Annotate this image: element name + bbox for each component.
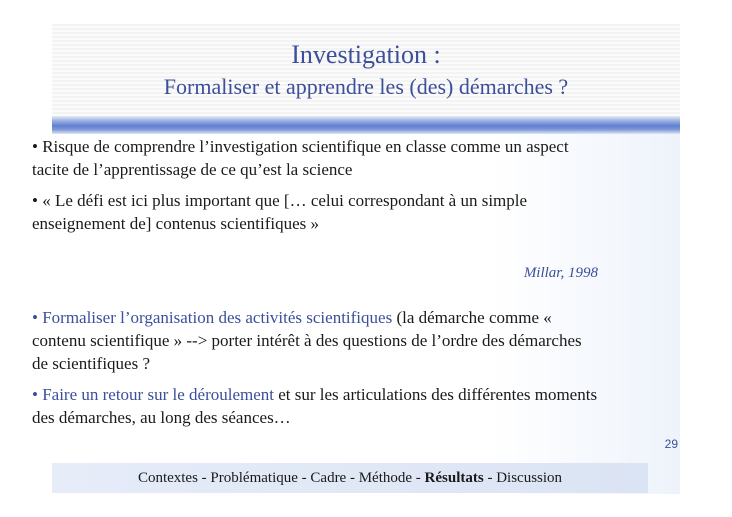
bullet-accent-text: • Formaliser l’organisation des activités scientifiques [32,308,393,327]
footer-navigation [52,463,648,493]
bullet-list-top [32,135,598,235]
bullet-accent-text: • Faire un retour sur le déroulement [32,385,274,404]
slide-title: Investigation : [291,40,441,69]
citation [32,265,598,282]
bullet-list-bottom [32,306,598,429]
slide-subtitle: Formaliser et apprendre les (des) démarches ? [163,74,569,99]
bullet-item: • « Le défi est ici plus important que [… celui correspondant à un simple enseignement de] contenus scientifiques » [32,191,528,233]
page-number: 29 [664,437,678,451]
bullet-item [32,306,598,375]
bullet-text: et sur les articulations des différentes moments des démarches, au long des séances… [32,385,598,427]
citation-year: , 1998 [560,265,598,281]
slide-header [52,24,680,116]
bullet-item: • Risque de comprendre l’investigation scientifique en classe comme un aspect tacite de l’apprentissage de ce qu’est la science [32,137,569,179]
bullet-item [32,383,598,429]
footer-text-after: - Discussion [483,469,563,486]
footer-current-section: Résultats [424,469,484,486]
citation-author: Millar [523,265,561,281]
footer-text-before: Contextes - Problématique - Cadre - Méthode - [137,469,425,486]
bullet-text: (la démarche comme « contenu scientifique » --> porter intérêt à des questions de l’ordre des démarches de scientifiques ? [32,308,582,373]
header-divider-bar [52,116,680,134]
